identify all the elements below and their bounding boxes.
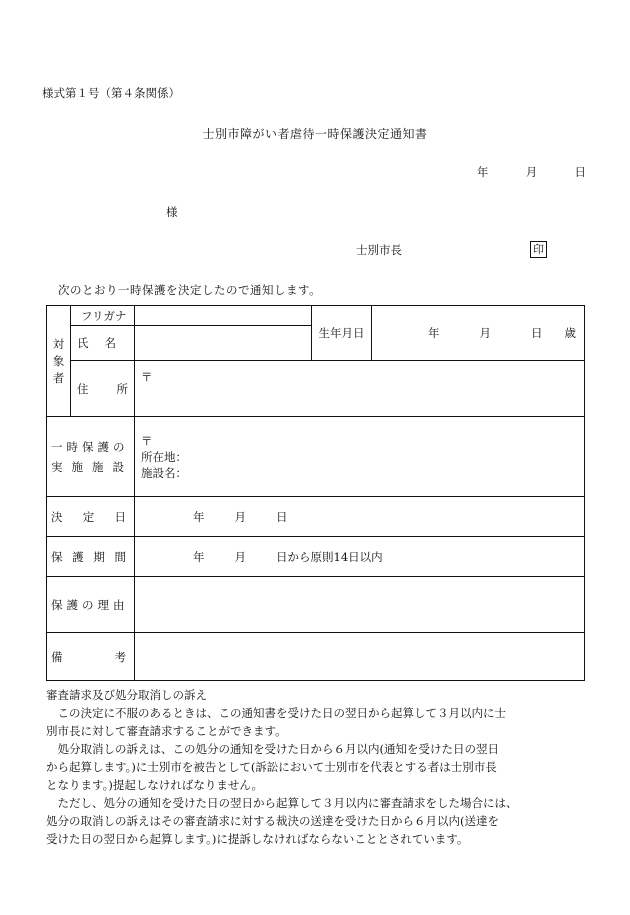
notes-p3-c: 受けた日の翌日から起算します。)に提訴しなければならないこととされています。 xyxy=(46,832,469,846)
addressee-suffix: 様 xyxy=(166,205,178,219)
remarks-label: 備 考 xyxy=(47,633,135,681)
furigana-label: フリガナ xyxy=(71,306,135,326)
notes-heading: 審査請求及び処分取消しの訴え xyxy=(46,688,207,702)
seal-stamp: 印 xyxy=(530,241,547,258)
subject-label: 対 象 者 xyxy=(47,306,71,417)
name-field[interactable] xyxy=(135,326,312,361)
notes-p1-b: 別市長に対して審査請求することができます。 xyxy=(46,724,287,738)
appeal-notes xyxy=(46,686,591,848)
facility-postal-mark: 〒 xyxy=(141,433,153,448)
date-month: 月 xyxy=(525,165,538,179)
date-day: 日 xyxy=(574,165,586,179)
name-label: 氏 名 xyxy=(71,326,135,361)
remarks-field[interactable] xyxy=(135,633,585,681)
decision-date-label: 決 定 日 xyxy=(47,497,135,537)
date-year: 年 xyxy=(476,165,489,179)
notes-p2-a: 処分取消しの訴えは、この処分の通知を受けた日から６月以内(通知を受けた日の翌日 xyxy=(57,742,499,756)
document-title: 士別市障がい者虐待一時保護決定通知書 xyxy=(202,127,428,141)
notes-p3-a: ただし、処分の通知を受けた日の翌日から起算して３月以内に審査請求をした場合には、 xyxy=(57,796,518,810)
notes-p1-a: この決定に不服のあるときは、この通知書を受けた日の翌日から起算して３月以内に士 xyxy=(57,706,506,720)
issue-date xyxy=(477,164,586,180)
notes-p3-b: 処分の取消しの訴えはその審査請求に対する裁決の送達を受けた日から６月以内(送達を xyxy=(46,814,499,828)
furigana-field[interactable] xyxy=(135,306,312,326)
postal-mark: 〒 xyxy=(141,370,153,384)
facility-label: 一時保護の 実施施設 xyxy=(47,417,135,497)
notes-p2-c: となります。)提起しなければなりません。 xyxy=(46,778,264,792)
protection-period-field[interactable]: 年 月 日から原則14日以内 xyxy=(135,537,585,577)
intro-text: 次のとおり一時保護を決定したので通知します。 xyxy=(58,283,322,297)
protection-period-label: 保 護 期 間 xyxy=(47,537,135,577)
decision-date-field[interactable]: 年 月 日 xyxy=(135,497,585,537)
protection-reason-field[interactable] xyxy=(135,577,585,633)
address-label: 住 所 xyxy=(71,361,135,417)
issuer-name: 士別市長 xyxy=(356,243,402,257)
address-field[interactable] xyxy=(135,361,585,417)
form-number-label: 様式第１号（第４条関係） xyxy=(42,86,180,100)
birthdate-label: 生年月日 xyxy=(312,306,372,361)
facility-name-label: 施設名： xyxy=(141,465,187,480)
protection-reason-label: 保護の理由 xyxy=(47,577,135,633)
notes-p2-b: から起算します。)に士別市を被告として(訴訟において士別市を代表とする者は士別市長 xyxy=(46,760,497,774)
notice-form-table xyxy=(46,305,585,681)
birthdate-field[interactable]: 年 月 日 歳 xyxy=(372,306,585,361)
facility-field[interactable] xyxy=(135,417,585,497)
facility-location-label: 所在地： xyxy=(141,449,187,464)
